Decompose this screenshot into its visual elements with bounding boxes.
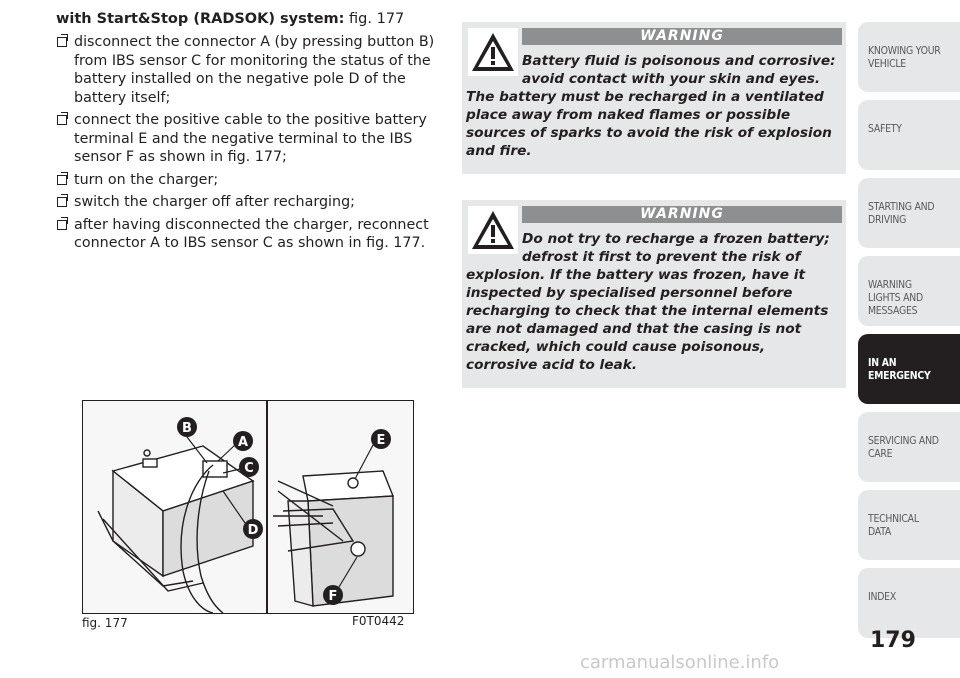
section-heading-bold: with Start&Stop (RADSOK) system: <box>56 11 345 27</box>
section-heading-ref: fig. 177 <box>344 11 405 27</box>
steps-list <box>56 33 446 253</box>
list-item <box>56 193 446 212</box>
section-heading <box>56 10 446 29</box>
page-number: 179 <box>870 628 916 653</box>
step-text: switch the charger off after recharging; <box>74 194 355 210</box>
tab-warning-lights[interactable] <box>858 256 960 326</box>
warning-box <box>462 22 846 174</box>
figure-label: F <box>328 589 338 604</box>
figure-divider <box>266 401 268 613</box>
step-text: disconnect the connector A (by pressing button B) from IBS sensor C for monitoring the status of the battery installed on the negative pole D of the battery itself; <box>74 34 435 106</box>
figure-caption: fig. 177 <box>82 616 128 630</box>
list-item <box>56 111 446 167</box>
warning-body: explosion. If the battery was frozen, have it inspected by specialised personnel before recharging to check that the internal elements are not damaged and that the casing is not cracked, which could cause poisonous, corrosive acid to leak. <box>466 267 829 373</box>
tab-label: STARTING AND DRIVING <box>868 200 935 226</box>
checkbox-bullet-icon <box>57 175 67 185</box>
warning-text <box>466 230 836 374</box>
list-item <box>56 216 446 253</box>
tab-technical-data[interactable] <box>858 490 960 560</box>
instructions-column <box>56 10 446 257</box>
tab-in-an-emergency[interactable] <box>858 334 960 404</box>
figure-label: B <box>182 421 192 436</box>
tab-safety[interactable] <box>858 100 960 170</box>
tab-servicing-and-care[interactable] <box>858 412 960 482</box>
tab-label: TECHNICAL DATA <box>868 512 919 538</box>
checkbox-bullet-icon <box>57 197 67 207</box>
tab-label: KNOWING YOUR VEHICLE <box>868 44 941 70</box>
warning-box <box>462 200 846 388</box>
tab-knowing-your-vehicle[interactable] <box>858 22 960 92</box>
warning-title: WARNING <box>522 28 842 45</box>
tab-label: IN AN EMERGENCY <box>868 356 931 382</box>
checkbox-bullet-icon <box>57 220 67 230</box>
step-text: connect the positive cable to the positive battery terminal E and the negative terminal to the IBS sensor F as shown in fig. 177; <box>74 112 427 165</box>
battery-illustration <box>83 401 413 613</box>
list-item <box>56 33 446 107</box>
step-text: turn on the charger; <box>74 171 219 188</box>
figure-code: F0T0442 <box>352 614 405 628</box>
checkbox-bullet-icon <box>57 37 67 47</box>
tab-starting-and-driving[interactable] <box>858 178 960 248</box>
warning-text <box>466 52 836 160</box>
tab-label: SAFETY <box>868 122 902 135</box>
figure-label: E <box>376 433 386 448</box>
battery-figure <box>82 400 414 614</box>
figure-label: D <box>247 523 259 538</box>
checkbox-bullet-icon <box>57 115 67 125</box>
warning-body: The battery must be recharged in a ventilated place away from naked flames or possible sources of sparks to avoid the risk of explosion and fire. <box>466 89 832 159</box>
figure-label: C <box>244 461 254 476</box>
warning-title: WARNING <box>522 206 842 223</box>
chapter-sidebar <box>858 22 960 646</box>
tab-label: WARNING LIGHTS AND MESSAGES <box>868 278 923 317</box>
warning-lead: Battery fluid is poisonous and corrosive: avoid contact with your skin and eyes. <box>522 53 836 87</box>
list-item <box>56 171 446 190</box>
tab-label: SERVICING AND CARE <box>868 434 939 460</box>
figure-label: A <box>237 435 249 450</box>
tab-label: INDEX <box>868 590 896 603</box>
watermark: carmanualsonline.info <box>580 652 780 673</box>
step-text: after having disconnected the charger, reconnect connector A to IBS sensor C as shown in fig. 177. <box>74 216 429 251</box>
warning-lead: Do not try to recharge a frozen battery; defrost it first to prevent the risk of <box>522 231 830 265</box>
